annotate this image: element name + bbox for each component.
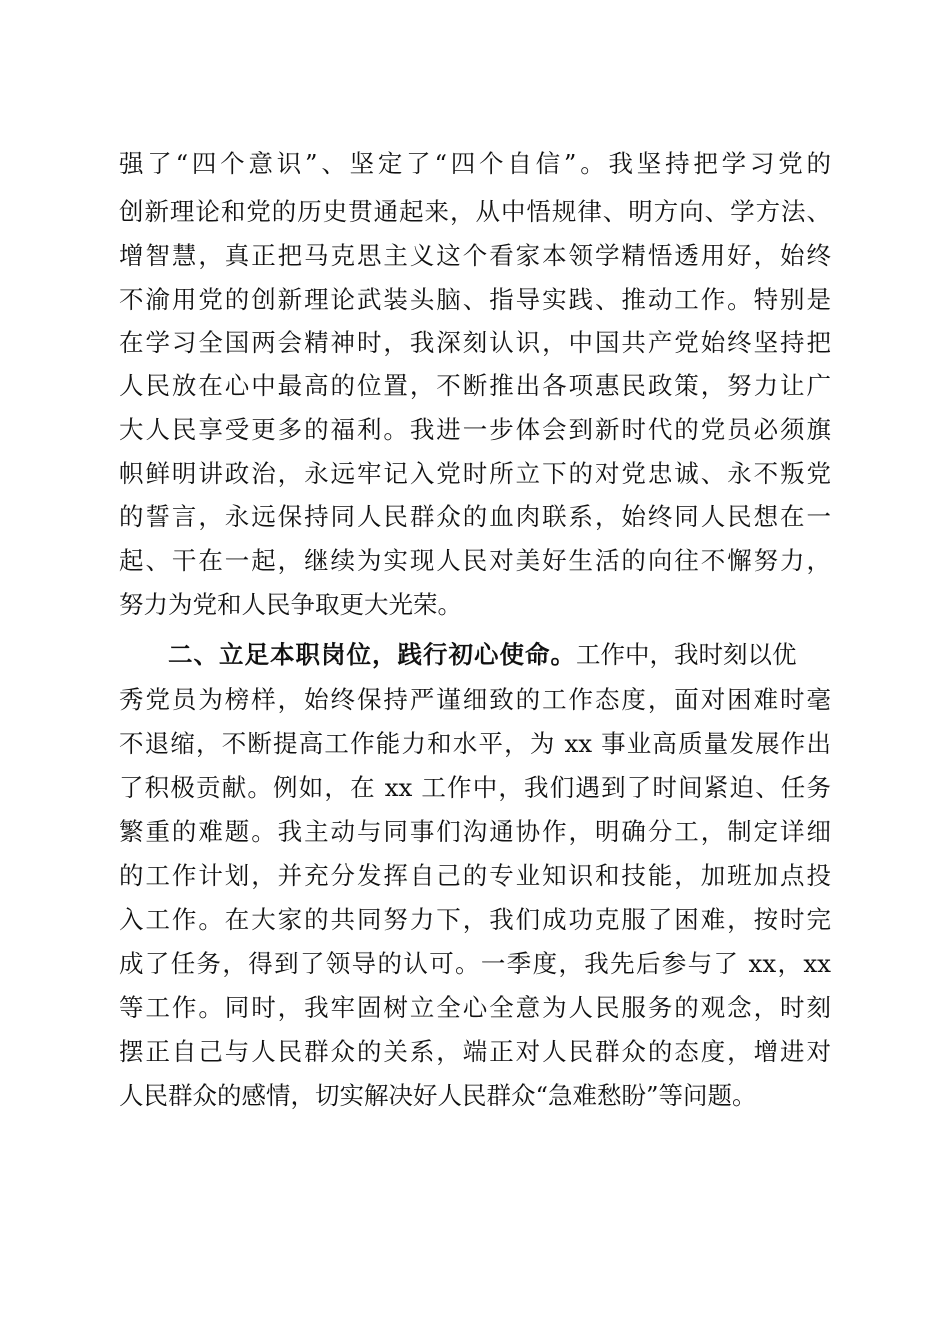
paragraph-2-line-5: 繁重的难题。我主动与同事们沟通协作，明确分工，制定详细 (119, 817, 831, 846)
paragraph-2-line-4: 了积极贡献。例如，在 xx 工作中，我们遇到了时间紧迫、任务 (119, 773, 831, 802)
paragraph-1-line-9: 的誓言，永远保持同人民群众的血肉联系，始终同人民想在一 (119, 502, 831, 531)
paragraph-2-line-11: 人民群众的感情，切实解决好人民群众“急难愁盼”等问题。 (119, 1081, 757, 1110)
section-heading: 二、立足本职岗位，践行初心使命。 (168, 640, 576, 669)
paragraph-2-line-2: 秀党员为榜样，始终保持严谨细致的工作态度，面对困难时毫 (119, 685, 831, 714)
paragraph-1-line-6: 人民放在心中最高的位置，不断推出各项惠民政策，努力让广 (119, 371, 831, 400)
paragraph-1-line-2: 创新理论和党的历史贯通起来，从中悟规律、明方向、学方法、 (119, 197, 831, 226)
paragraph-1-line-1: 强了“四个意识”、坚定了“四个自信”。我坚持把学习党的 (119, 149, 831, 178)
paragraph-1-line-4: 不渝用党的创新理论武装头脑、指导实践、推动工作。特别是 (119, 285, 831, 314)
paragraph-2-line-6: 的工作计划，并充分发挥自己的专业知识和技能，加班加点投 (119, 861, 831, 890)
paragraph-1-line-7: 大人民享受更多的福利。我进一步体会到新时代的党员必须旗 (119, 415, 831, 444)
paragraph-1-line-5: 在学习全国两会精神时，我深刻认识，中国共产党始终坚持把 (119, 328, 831, 357)
paragraph-1-line-10: 起、干在一起，继续为实现人民对美好生活的向往不懈努力， (119, 546, 831, 575)
paragraph-1-line-3: 增智慧，真正把马克思主义这个看家本领学精悟透用好，始终 (119, 241, 831, 270)
paragraph-2-line-8: 成了任务，得到了领导的认可。一季度，我先后参与了 xx，xx (119, 949, 831, 978)
paragraph-2-line-1-rest: 工作中，我时刻以优 (576, 640, 797, 669)
paragraph-1-line-11: 努力为党和人民争取更大光荣。 (119, 590, 462, 619)
paragraph-2-line-7: 入工作。在大家的共同努力下，我们成功克服了困难，按时完 (119, 905, 831, 934)
paragraph-2-line-10: 摆正自己与人民群众的关系，端正对人民群众的态度，增进对 (119, 1037, 831, 1066)
paragraph-2-line-3: 不退缩，不断提高工作能力和水平，为 xx 事业高质量发展作出 (119, 729, 831, 758)
paragraph-1-line-8: 帜鲜明讲政治，永远牢记入党时所立下的对党忠诚、永不叛党 (119, 459, 831, 488)
paragraph-2-line-9: 等工作。同时，我牢固树立全心全意为人民服务的观念，时刻 (119, 993, 831, 1022)
paragraph-2-line-1 (168, 635, 831, 675)
